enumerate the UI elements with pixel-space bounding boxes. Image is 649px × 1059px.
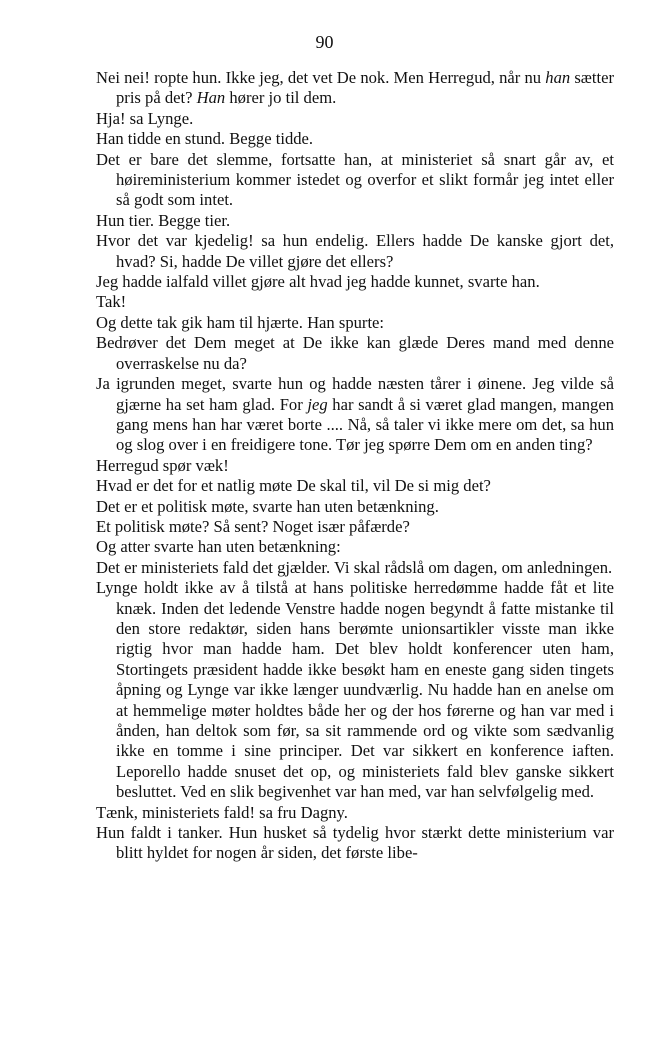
paragraph	[96, 150, 614, 211]
text-segment: Lynge holdt ikke av å tilstå at hans politiske herredømme hadde fåt et lite knæk. Inden det ledende Venstre hadde nogen begyndt å fatte mistanke til den store redaktør, siden hans berømte unionsartikler visste man ikke rigtig hvor man hadde ham. Det blev holdt konferencer uten ham, Stortingets præsident hadde ikke besøkt ham en eneste gang siden tingets åpning og Lynge var ikke længer uundværlig. Nu hadde han en anelse om at hemmelige møter holdtes både her og der hos førerne og han var med i ånden, han deltok som før, sa sit rammende ord og vikte som sædvanlig ikke en tomme i sine principer. Det var sikkert en konference iaften. Leporello hadde snuset det op, og ministeriets fald blev ganske sikkert besluttet. Ved en slik begivenhet var han med, var han selvfølgelig med.	[96, 578, 614, 802]
paragraph	[96, 497, 614, 517]
paragraph	[96, 823, 614, 864]
italic-text: Han	[196, 88, 226, 108]
paragraph	[96, 476, 614, 496]
text-segment: Ja igrunden meget, svarte hun og hadde næsten tårer i øinene. Jeg vilde så gjærne ha set ham glad. For	[96, 374, 614, 414]
text-segment: Jeg hadde ialfald villet gjøre alt hvad jeg hadde kunnet, svarte han.	[96, 272, 540, 292]
text-segment: Et politisk møte? Så sent? Noget især påfærde?	[96, 516, 410, 536]
text-segment: Herregud spør væk!	[96, 455, 229, 475]
paragraph	[96, 231, 614, 272]
text-segment: Tak!	[96, 292, 127, 312]
text-segment: Han tidde en stund. Begge tidde.	[96, 129, 314, 149]
text-segment: hører jo til dem.	[225, 88, 337, 108]
paragraph	[96, 803, 614, 823]
italic-text: han	[545, 68, 571, 87]
text-segment: Tænk, ministeriets fald! sa fru Dagny.	[96, 802, 348, 822]
body-text	[96, 68, 614, 864]
text-segment: Det er ministeriets fald det gjælder. Vi skal rådslå om dagen, om anledningen.	[96, 557, 613, 577]
text-segment: Hun faldt i tanker. Hun husket så tydelig hvor stærkt dette ministerium var blitt hyldet for nogen år siden, det første libe-	[96, 823, 614, 863]
text-segment: Og atter svarte han uten betænkning:	[96, 537, 341, 557]
paragraph	[96, 578, 614, 802]
paragraph	[96, 558, 614, 578]
paragraph	[96, 313, 614, 333]
text-segment: Bedrøver det Dem meget at De ikke kan glæde Deres mand med denne overraskelse nu da?	[96, 333, 614, 373]
text-segment: har sandt å si været glad mangen, mangen gang mens han har været borte .... Nå, så taler vi ikke mere om det, sa hun og slog over i en freidigere tone. Tør jeg spørre Dem om en anden ting?	[116, 394, 614, 455]
text-segment: Det er bare det slemme, fortsatte han, at ministeriet så snart går av, et høireministerium kommer istedet og overfor et slikt formår jeg intet eller så godt som intet.	[96, 149, 614, 210]
paragraph	[96, 272, 614, 292]
text-segment: Nei nei! ropte hun. Ikke jeg, det vet De nok. Men Herregud, når nu	[96, 68, 546, 87]
paragraph	[96, 456, 614, 476]
page-number: 90	[315, 32, 334, 52]
paragraph	[96, 374, 614, 456]
text-segment: Hvad er det for et natlig møte De skal til, vil De si mig det?	[96, 476, 491, 496]
paragraph	[96, 292, 614, 312]
text-segment: Det er et politisk møte, svarte han uten betænkning.	[96, 496, 439, 516]
paragraph	[96, 517, 614, 537]
paragraph	[96, 333, 614, 374]
paragraph	[96, 211, 614, 231]
paragraph	[96, 109, 614, 129]
text-segment: sætter pris på det?	[116, 68, 614, 108]
italic-text: jeg	[307, 394, 328, 414]
paragraph	[96, 68, 614, 109]
paragraph	[96, 129, 614, 149]
text-segment: Hvor det var kjedelig! sa hun endelig. Ellers hadde De kanske gjort det, hvad? Si, hadde De villet gjøre det ellers?	[96, 231, 614, 271]
text-segment: Og dette tak gik ham til hjærte. Han spurte:	[96, 312, 385, 332]
text-segment: Hun tier. Begge tier.	[96, 210, 231, 230]
text-segment: Hja! sa Lynge.	[96, 108, 194, 128]
paragraph	[96, 537, 614, 557]
